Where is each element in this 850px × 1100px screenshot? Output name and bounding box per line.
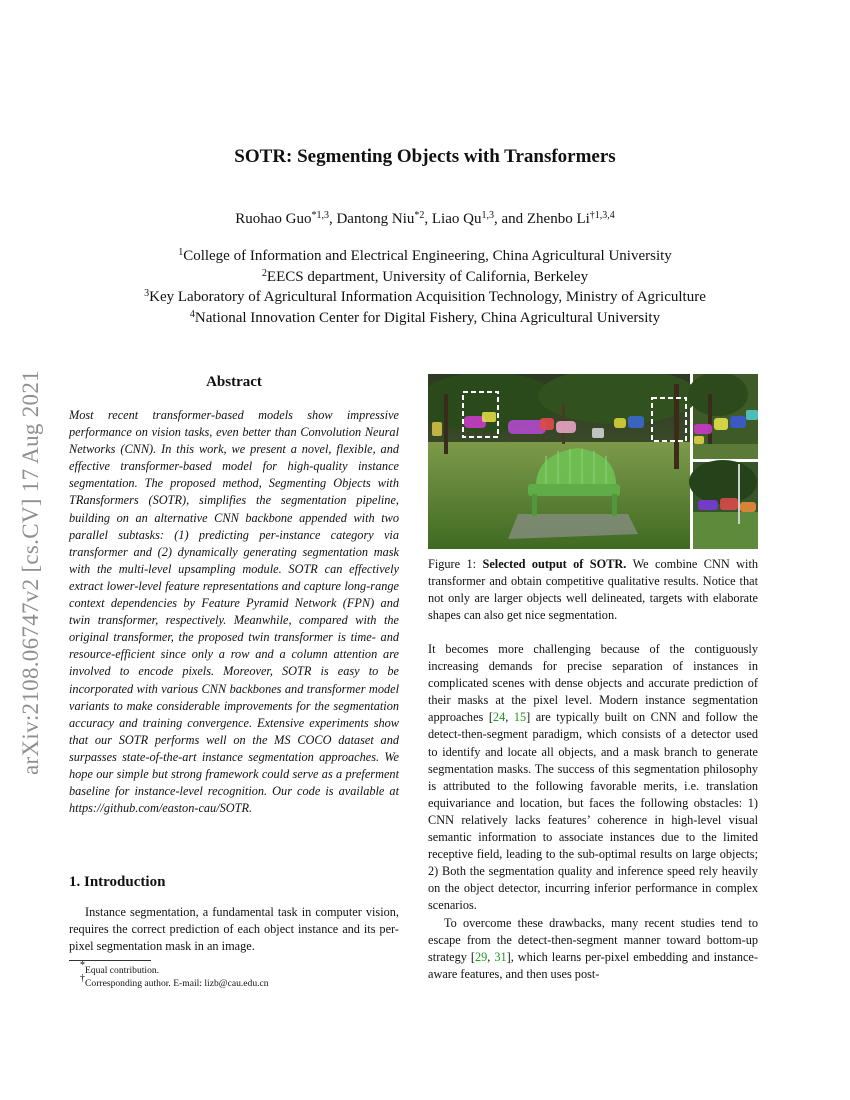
figure-title: Selected output of SOTR.: [482, 557, 627, 571]
inset-bottom: [689, 460, 758, 549]
body-paragraph: [428, 915, 758, 983]
affiliation: [0, 308, 850, 329]
author-name: Dantong Niu: [336, 211, 415, 227]
author-name: Ruohao Guo: [235, 211, 312, 227]
author-name: Zhenbo Li: [526, 211, 590, 227]
inset-top: [688, 374, 758, 459]
citation-separator: ,: [487, 949, 495, 964]
author-sup: *2: [414, 210, 425, 221]
paragraph-text: It becomes more challenging because of the contiguously increasing demands for precise separation of instances in complicated scenes with dense objects and accurate prediction of their masks at the pixel level. Modern instance segmentation approaches [: [428, 642, 758, 725]
citation-link[interactable]: 24: [492, 710, 506, 725]
affiliation-sup: 2: [261, 267, 267, 279]
footnote-mark: †: [80, 973, 85, 984]
affiliation-text: EECS department, University of California, Berkeley: [266, 268, 589, 285]
author-sup: 1,3: [481, 210, 494, 221]
author-sup: *1,3: [311, 210, 329, 221]
abstract-heading: Abstract: [206, 374, 262, 390]
footnotes: [80, 960, 400, 990]
citation-link[interactable]: 29: [475, 949, 488, 964]
affiliation-text: Key Laboratory of Agricultural Information Acquisition Technology, Ministry of Agriculture: [149, 289, 706, 305]
affiliation-list: [0, 246, 850, 328]
arxiv-stamp: arXiv:2108.06747v2 [cs.CV] 17 Aug 2021: [18, 370, 43, 775]
figure-1-image: [428, 374, 758, 549]
citation-link[interactable]: 15: [513, 710, 527, 725]
author-list: Ruohao Guo$^{*1,3}$, Dantong Niu$^{*2}$, Liao Qu$^{1,3}$, and Zhenbo Li$^{\dagger 1,3,4}$: [235, 210, 615, 227]
footnote: [80, 960, 400, 977]
paragraph-text: ], which learns per-pixel embedding and instance-aware features, and then uses post-: [428, 949, 758, 981]
paragraph-text: To overcome these drawbacks, many recent studies tend to escape from the detect-then-segment manner toward bottom-up strategy [: [428, 915, 758, 964]
affiliation-sup: 1: [178, 247, 184, 258]
abstract-body: Most recent transformer-based models show impressive performance on vision tasks, even better than Convolution Neural Networks (CNN). In this work, we present a novel, flexible, and effective transformer-based model for high-quality instance segmentation. The proposed method, Segmenting Objects with TRansformers (SOTR), simplifies the segmentation pipeline, building on an alternative CNN backbone appended with two parallel subtasks: (1) predicting per-instance category via transformer and (2) dynamically generating segmentation mask with the multi-level upsampling module. SOTR can effectively extract lower-level feature representations and capture long-range context dependencies by Feature Pyramid Network (FPN) and twin transformer, respectively. Meanwhile, compared with the original transformer, the proposed twin transformer is time- and resource-efficient since only a row and a column attention are involved to encode pixels. Moreover, SOTR is easy to be incorporated with various CNN backbones and transformer model variants to make considerable improvements for the segmentation accuracy and training convergence. Extensive experiments show that our SOTR performs well on the MS COCO dataset and surpasses state-of-the-art instance segmentation approaches. We hope our simple but strong framework could serve as a preferment baseline for instance-level recognition. Our code is available at https://github.com/easton-cau/SOTR.: [69, 408, 399, 816]
citation-link[interactable]: 31: [494, 949, 507, 964]
figure-caption: [428, 556, 758, 624]
right-column-body: [428, 641, 758, 983]
affiliation: [0, 267, 850, 288]
footnote-text: Corresponding author. E-mail: lizb@cau.edu.cn: [85, 978, 269, 989]
figure-caption-text: We combine CNN with transformer and obtain competitive qualitative results. Notice that not only are larger objects well delineated, targets with elaborate shapes can also get nice segmentation.: [428, 557, 759, 623]
paragraph-text: ] are typically built on CNN and follow the detect-then-segment paradigm, which consists of a detector used to identify and locate all objects, and a mask branch to generate segmentation masks. The success of this segmentation philosophy is attributed to the following favorable merits, i.e. translation equivariance and location, but faces the following obstacles: 1) CNN relatively lacks features’ coherence in high-level visual semantic information to associate instances due to the limited receptive field, leading to the sub-optimal results on large objects; 2) Both the segmentation quality and inference speed rely heavily on the object detector, incurring inferior performance in complex scenarios.: [428, 710, 758, 913]
affiliation: [0, 287, 850, 308]
affiliation: [0, 246, 850, 267]
citation-separator: ,: [505, 710, 514, 725]
affiliation-text: National Innovation Center for Digital Fishery, China Agricultural University: [194, 309, 661, 326]
author-name: Liao Qu: [431, 211, 482, 227]
footnote-mark: *: [80, 960, 85, 971]
main-panel: [428, 374, 698, 549]
affiliation-sup: 4: [189, 308, 195, 320]
affiliation-text: College of Information and Electrical Engineering, China Agricultural University: [183, 248, 672, 264]
body-paragraph: [428, 641, 758, 915]
footnote-text: Equal contribution.: [85, 965, 160, 976]
paper-title: SOTR: Segmenting Objects with Transformers: [234, 146, 616, 167]
section-heading: 1. Introduction: [69, 874, 166, 890]
footnote: [80, 973, 400, 990]
author-sup: †1,3,4: [589, 210, 615, 221]
figure-label: Figure 1:: [428, 557, 477, 571]
affiliation-sup: 3: [144, 288, 150, 299]
intro-paragraph: Instance segmentation, a fundamental task in computer vision, requires the correct prediction of each object instance and its per-pixel segmentation mask in an image.: [69, 905, 399, 954]
